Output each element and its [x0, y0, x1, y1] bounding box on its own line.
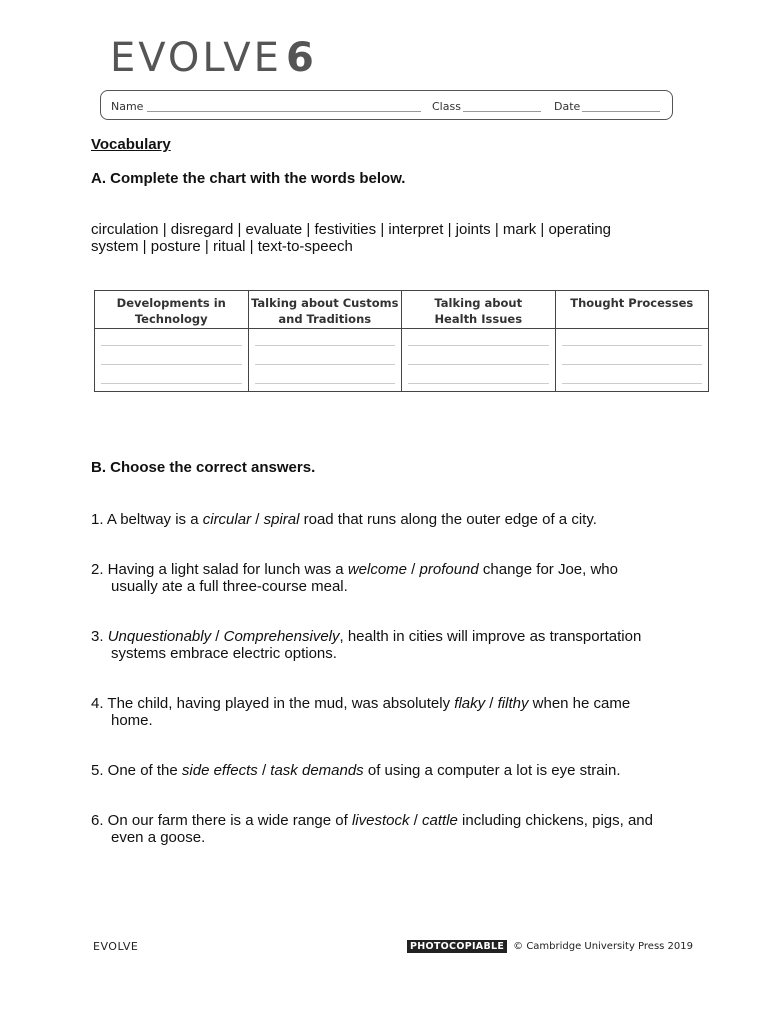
- photocopiable-badge: PHOTOCOPIABLE: [407, 940, 507, 953]
- chart-column-customs: [249, 291, 403, 391]
- chart-header-technology: [95, 291, 248, 329]
- question-text: 2. Having a light salad for lunch was a: [91, 561, 348, 578]
- question-number: 3.: [91, 628, 108, 645]
- answer-line[interactable]: [562, 345, 703, 346]
- option-separator: /: [257, 762, 271, 779]
- chart-header-line: Developments in: [116, 296, 226, 310]
- vocabulary-heading: Vocabulary: [91, 136, 171, 153]
- name-label: Name: [111, 100, 144, 113]
- word-bank-line-1: circulation | disregard | evaluate | festivities | interpret | joints | mark | operating: [91, 221, 612, 238]
- answer-line[interactable]: [255, 364, 396, 365]
- chart-header-line: Health Issues: [434, 312, 523, 326]
- question-text: usually ate a full three-course meal.: [111, 578, 348, 595]
- answer-option[interactable]: cattle: [422, 812, 458, 829]
- answer-line[interactable]: [255, 345, 396, 346]
- answer-line[interactable]: [562, 364, 703, 365]
- answer-line[interactable]: [101, 364, 242, 365]
- vocabulary-chart: [94, 290, 709, 392]
- part-b-title: B. Choose the correct answers.: [91, 459, 316, 476]
- answer-option[interactable]: profound: [419, 561, 479, 578]
- chart-header-line: Talking about: [434, 296, 523, 310]
- question-4: [91, 695, 691, 729]
- footer-copyright-block: [407, 941, 693, 952]
- answer-option[interactable]: circular: [202, 511, 252, 528]
- chart-column-technology: [95, 291, 249, 391]
- answer-line[interactable]: [562, 383, 703, 384]
- option-separator: /: [485, 695, 498, 712]
- answer-option[interactable]: welcome: [347, 561, 407, 578]
- answer-line[interactable]: [255, 383, 396, 384]
- question-2: [91, 561, 691, 595]
- answer-option[interactable]: Unquestionably: [107, 628, 212, 645]
- question-text: 1. A beltway is a: [91, 511, 203, 528]
- chart-header-health: [402, 291, 555, 329]
- question-text: , health in cities will improve as transportation: [339, 628, 642, 645]
- question-text: 4. The child, having played in the mud, was absolutely: [91, 695, 455, 712]
- answer-line[interactable]: [408, 345, 549, 346]
- question-text: 5. One of the: [91, 762, 182, 779]
- question-text: road that runs along the outer edge of a city.: [299, 511, 597, 528]
- answer-option[interactable]: Comprehensively: [223, 628, 340, 645]
- option-separator: /: [407, 561, 420, 578]
- option-separator: /: [409, 812, 423, 829]
- student-info-bar: [100, 90, 673, 120]
- question-1: [91, 511, 691, 528]
- logo-number: 6: [285, 35, 314, 81]
- word-bank: [91, 221, 651, 255]
- question-5: [91, 762, 691, 779]
- class-label: Class: [432, 100, 461, 113]
- word-bank-line-2: system | posture | ritual | text-to-speech: [91, 238, 353, 255]
- part-a-title: A. Complete the chart with the words below.: [91, 170, 406, 187]
- chart-header-customs: [249, 291, 402, 329]
- question-text: of using a computer a lot is eye strain.: [363, 762, 621, 779]
- date-label: Date: [554, 100, 581, 113]
- name-field-line[interactable]: [147, 111, 421, 112]
- answer-option[interactable]: filthy: [497, 695, 529, 712]
- chart-column-health: [402, 291, 556, 391]
- date-field-line[interactable]: [582, 111, 660, 112]
- chart-header-line: Technology: [134, 312, 208, 326]
- answer-option[interactable]: spiral: [263, 511, 300, 528]
- question-text: change for Joe, who: [478, 561, 618, 578]
- answer-line[interactable]: [101, 383, 242, 384]
- chart-header-line: Talking about Customs: [251, 296, 399, 310]
- footer-brand: EVOLVE: [93, 940, 139, 953]
- chart-header-thought: [556, 291, 709, 329]
- answer-option[interactable]: flaky: [454, 695, 486, 712]
- question-text: even a goose.: [111, 829, 206, 846]
- question-text: systems embrace electric options.: [111, 645, 337, 662]
- answer-option[interactable]: task demands: [270, 762, 364, 779]
- answer-line[interactable]: [408, 364, 549, 365]
- answer-line[interactable]: [408, 383, 549, 384]
- copyright-text: © Cambridge University Press 2019: [513, 941, 694, 952]
- chart-header-line: and Traditions: [278, 312, 372, 326]
- answer-option[interactable]: side effects: [181, 762, 258, 779]
- answer-line[interactable]: [101, 345, 242, 346]
- class-field-line[interactable]: [463, 111, 541, 112]
- option-separator: /: [211, 628, 224, 645]
- question-3: [91, 628, 691, 662]
- question-6: [91, 812, 691, 846]
- option-separator: /: [251, 511, 264, 528]
- chart-header-line: Thought Processes: [570, 296, 694, 310]
- question-text: home.: [111, 712, 153, 729]
- question-text: 6. On our farm there is a wide range of: [91, 812, 352, 829]
- evolve-logo: [110, 35, 314, 81]
- question-text: including chickens, pigs, and: [457, 812, 653, 829]
- logo-text: EVOLVE: [110, 35, 282, 81]
- answer-option[interactable]: livestock: [351, 812, 410, 829]
- question-text: when he came: [528, 695, 631, 712]
- chart-column-thought: [556, 291, 709, 391]
